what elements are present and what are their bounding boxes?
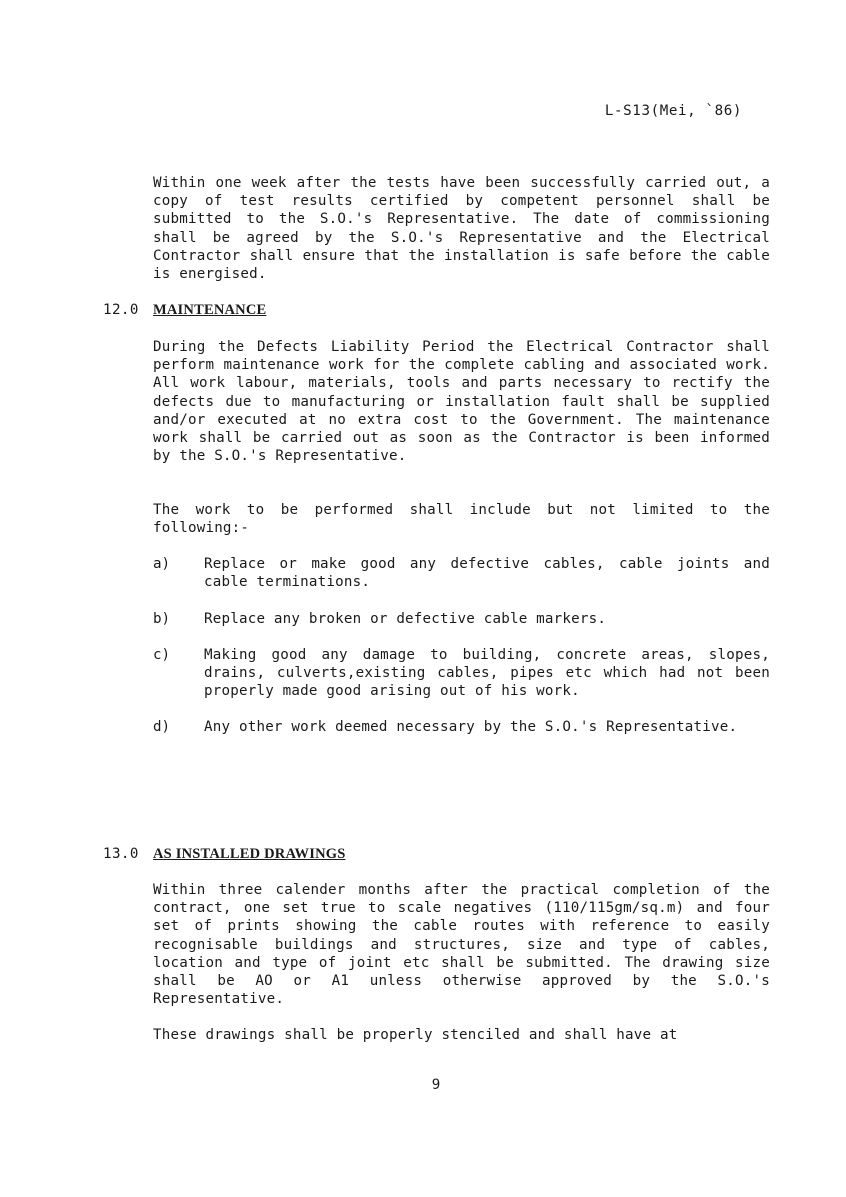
drawings-paragraph: Within three calender months after the practical completion of the contract, one set true to scale negatives (110/115gm/sq.m) and four set of prints showing the cable routes with reference to easily recognisable buildings and structures, size and type of cables, location and type of joint etc shall be submitted. The drawing size shall be AO or A1 unless otherwise approved by the S.O.'s Representative. [153, 882, 770, 1008]
list-item-text: Replace any broken or defective cable markers. [204, 611, 607, 627]
intro-paragraph: Within one week after the tests have been successfully carried out, a copy of test results certified by competent personnel shall be submitted to the S.O.'s Representative. The date of commissioning shall be agreed by the S.O.'s Representative and the Electrical Contractor shall ensure that the installation is safe before the cable is energised. [153, 175, 770, 283]
list-item-text: Replace or make good any defective cables, cable joints and cable terminations. [204, 556, 770, 591]
page-number: 9 [431, 1077, 441, 1093]
section-heading-maintenance [103, 301, 266, 319]
list-marker: d) [153, 719, 171, 735]
section-number: 12.0 [103, 302, 139, 318]
maintenance-paragraph: During the Defects Liability Period the Electrical Contractor shall perform maintenance work for the complete cabling and associated work. All work labour, materials, tools and parts necessary to rectify the defects due to manufacturing or installation fault shall be supplied and/or executed at no extra cost to the Government. The maintenance work shall be carried out as soon as the Contractor is been informed by the S.O.'s Representative. [153, 339, 770, 465]
section-heading-as-installed-drawings [103, 845, 345, 863]
section-title: AS INSTALLED DRAWINGS [153, 846, 346, 862]
scope-paragraph: The work to be performed shall include but not limited to the following:- [153, 502, 770, 537]
section-number: 13.0 [103, 846, 139, 862]
list-marker: b) [153, 611, 171, 627]
list-marker: a) [153, 556, 171, 572]
document-reference: L-S13(Mei, `86) [604, 103, 742, 119]
stencil-paragraph: These drawings shall be properly stenciled and shall have at [153, 1027, 678, 1043]
list-marker: c) [153, 647, 171, 663]
list-item-text: Any other work deemed necessary by the S.O.'s Representative. [204, 719, 738, 735]
section-title: MAINTENANCE [153, 302, 267, 318]
list-item-text: Making good any damage to building, concrete areas, slopes, drains, culverts,existing cables, pipes etc which had not been properly made good arising out of his work. [204, 647, 770, 700]
